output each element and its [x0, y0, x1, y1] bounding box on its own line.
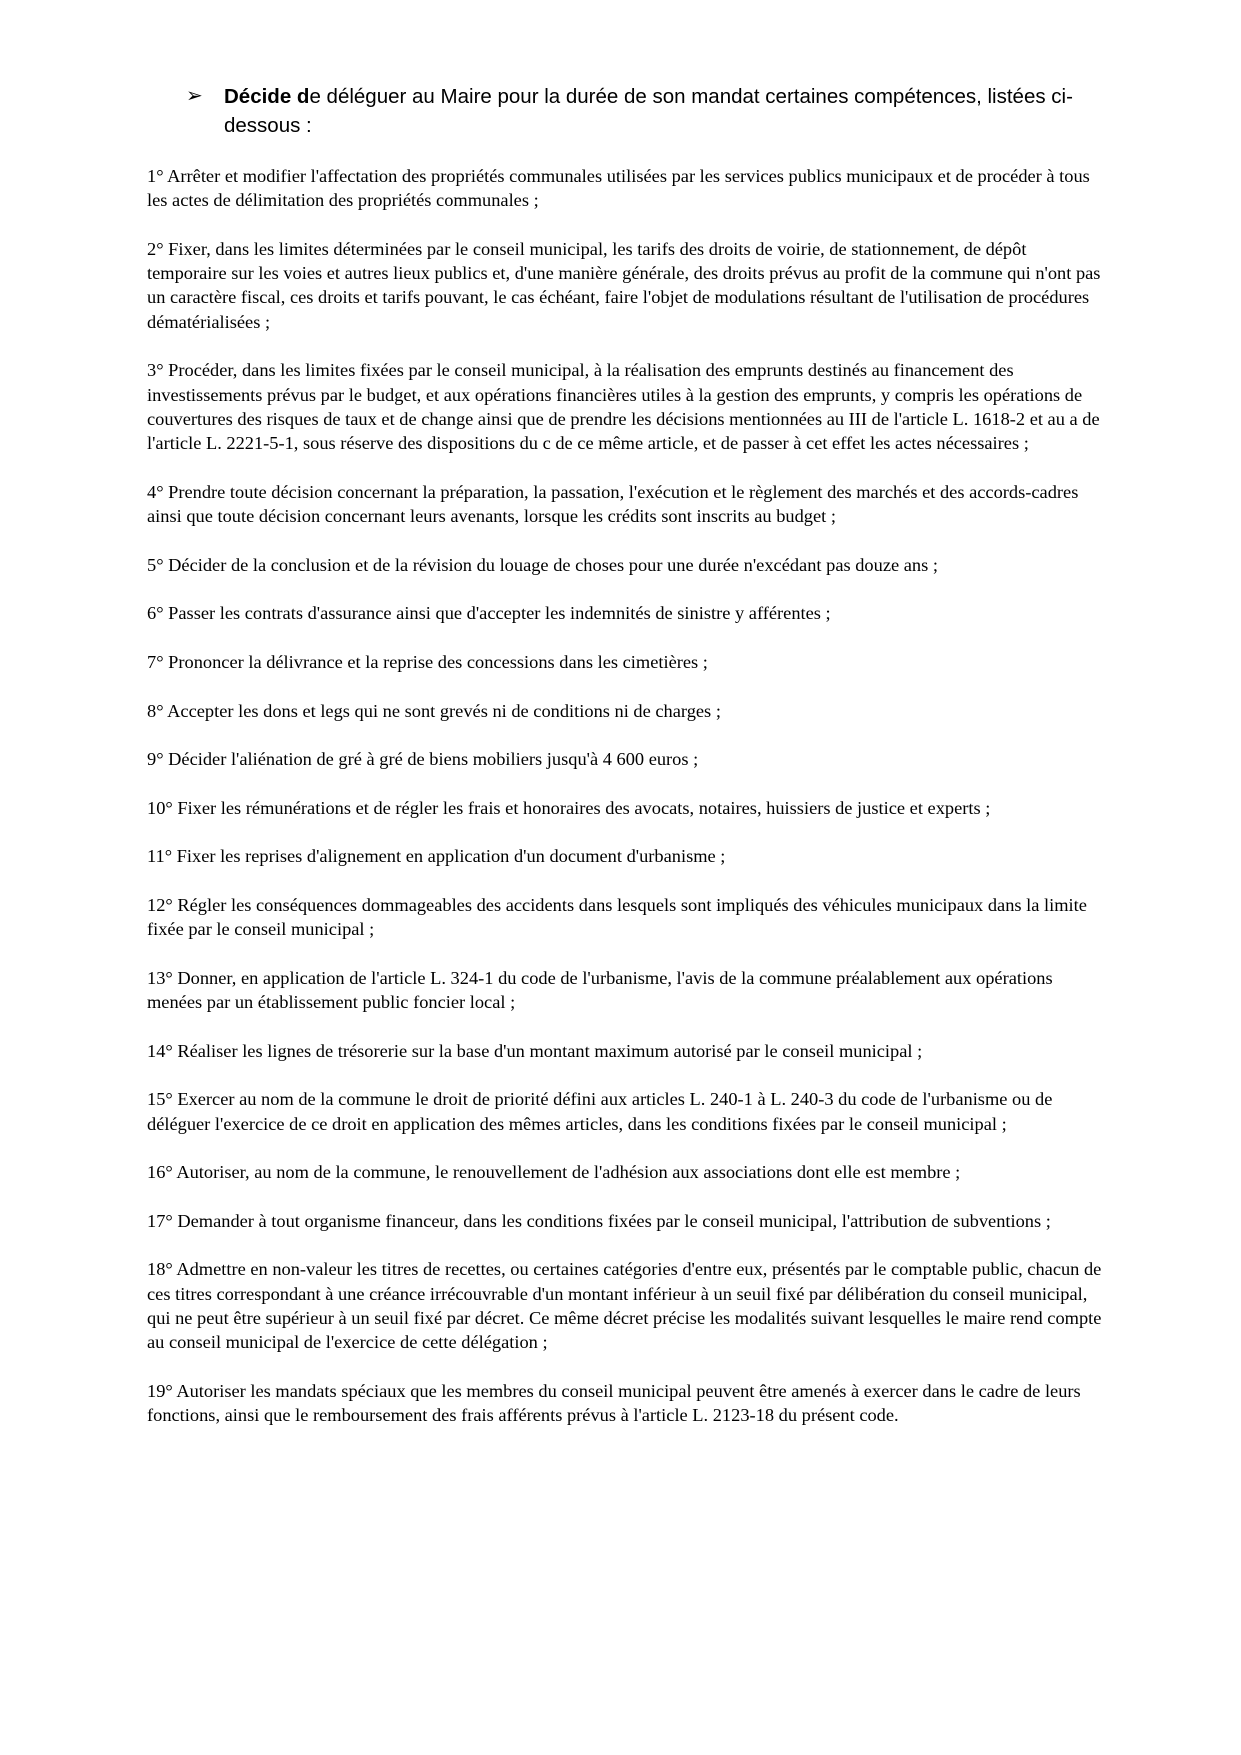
list-item: 2° Fixer, dans les limites déterminées par le conseil municipal, les tarifs des droits de voirie, de stationnement, de dépôt temporaire sur les voies et autres lieux publics et, d'une manière générale, des droits prévus au profit de la commune qui n'ont pas un caractère fiscal, ces droits et tarifs pouvant, le cas échéant, faire l'objet de modulations résultant de l'utilisation de procédures dématérialisées ;: [147, 238, 1101, 332]
list-item: 4° Prendre toute décision concernant la préparation, la passation, l'exécution et le règlement des marchés et des accords-cadres ainsi que toute décision concernant leurs avenants, lorsque les crédits sont inscrits au budget ;: [147, 481, 1079, 527]
list-item: 19° Autoriser les mandats spéciaux que les membres du conseil municipal peuvent être amenés à exercer dans le cadre de leurs fonctions, ainsi que le remboursement des frais afférents prévus à l'article L. 2123-18 du présent code.: [147, 1380, 1081, 1426]
arrow-bullet-icon: ➢: [186, 85, 203, 107]
list-item: 9° Décider l'aliénation de gré à gré de biens mobiliers jusqu'à 4 600 euros ;: [147, 749, 699, 770]
list-item: 16° Autoriser, au nom de la commune, le renouvellement de l'adhésion aux associations dont elle est membre ;: [147, 1162, 961, 1183]
list-item: 5° Décider de la conclusion et de la révision du louage de choses pour une durée n'excédant pas douze ans ;: [147, 554, 938, 575]
list-item: 18° Admettre en non-valeur les titres de recettes, ou certaines catégories d'entre eux, présentés par le comptable public, chacun de ces titres correspondant à une créance irrécouvrable d'un montant inférieur à un seuil fixé par délibération du conseil municipal, qui ne peut être supérieur à un seuil fixé par décret. Ce même décret précise les modalités suivant lesquelles le maire rend compte au conseil municipal de l'exercice de cette délégation ;: [147, 1259, 1102, 1353]
list-item: 8° Accepter les dons et legs qui ne sont grevés ni de conditions ni de charges ;: [147, 700, 721, 721]
list-item: 17° Demander à tout organisme financeur, dans les conditions fixées par le conseil municipal, l'attribution de subventions ;: [147, 1210, 1051, 1231]
intro-body-text: e déléguer au Maire pour la durée de son mandat certaines compétences, listées ci-dessous :: [224, 85, 1073, 137]
list-item: 10° Fixer les rémunérations et de régler les frais et honoraires des avocats, notaires, huissiers de justice et experts ;: [147, 797, 991, 818]
list-item: 6° Passer les contrats d'assurance ainsi que d'accepter les indemnités de sinistre y afférentes ;: [147, 603, 831, 624]
list-item: 13° Donner, en application de l'article L. 324-1 du code de l'urbanisme, l'avis de la commune préalablement aux opérations menées par un établissement public foncier local ;: [147, 967, 1053, 1013]
list-item: 1° Arrêter et modifier l'affectation des propriétés communales utilisées par les services publics municipaux et de procéder à tous les actes de délimitation des propriétés communales ;: [147, 166, 1090, 211]
list-item: 3° Procéder, dans les limites fixées par le conseil municipal, à la réalisation des emprunts destinés au financement des investissements prévus par le budget, et aux opérations financières utiles à la gestion des emprunts, y compris les opérations de couvertures des risques de taux et de change ainsi que de prendre les décisions mentionnées au III de l'article L. 1618-2 et au a de l'article L. 2221-5-1, sous réserve des dispositions du c de ce même article, et de passer à cet effet les actes nécessaires ;: [147, 360, 1100, 454]
intro-text: [224, 82, 1086, 140]
list-item: 7° Prononcer la délivrance et la reprise des concessions dans les cimetières ;: [147, 651, 708, 672]
list-item: 15° Exercer au nom de la commune le droit de priorité défini aux articles L. 240-1 à L. 240-3 du code de l'urbanisme ou de déléguer l'exercice de ce droit en application des mêmes articles, dans les conditions fixées par le conseil municipal ;: [147, 1089, 1053, 1134]
list-item: 11° Fixer les reprises d'alignement en application d'un document d'urbanisme ;: [147, 846, 726, 867]
intro-paragraph: [186, 82, 1086, 140]
list-item: 12° Régler les conséquences dommageables des accidents dans lesquels sont impliqués des véhicules municipaux dans la limite fixée par le conseil municipal ;: [147, 894, 1087, 940]
delegation-list: [147, 164, 1105, 1452]
intro-bold-text: Décide d: [224, 85, 310, 108]
list-item: 14° Réaliser les lignes de trésorerie sur la base d'un montant maximum autorisé par le conseil municipal ;: [147, 1040, 923, 1061]
